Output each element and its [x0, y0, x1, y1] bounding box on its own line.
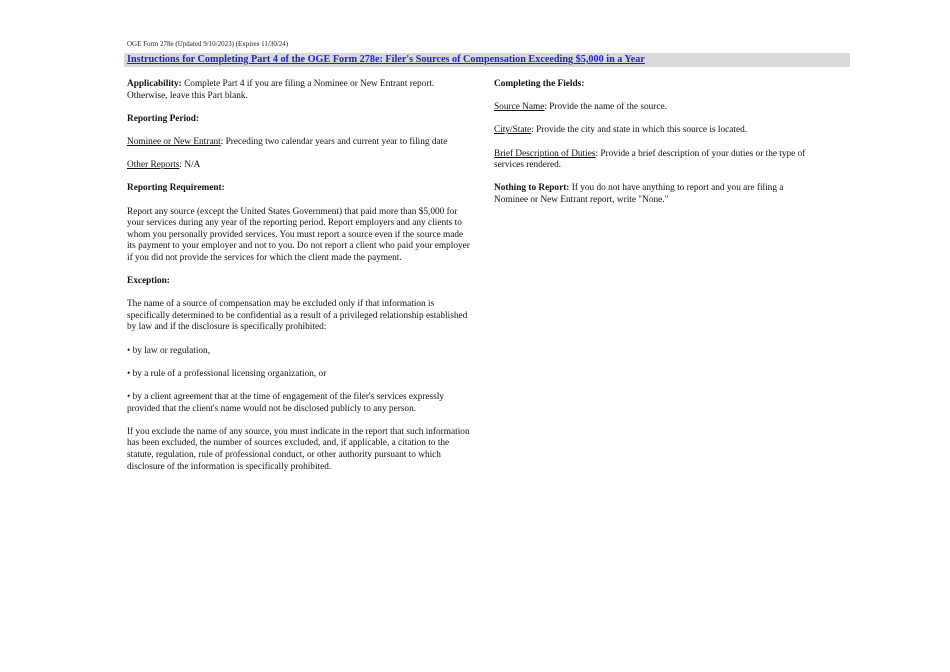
nothing-to-report-paragraph [494, 183, 814, 206]
field-text: : Provide the name of the source. [544, 102, 667, 113]
field-brief-description [494, 149, 814, 172]
completing-fields-heading: Completing the Fields: [494, 79, 585, 89]
other-reports-label: Other Reports [127, 160, 180, 171]
applicability-paragraph [127, 79, 472, 102]
field-label: City/State [494, 125, 532, 136]
applicability-label: Applicability: [127, 79, 182, 89]
title-bar [124, 53, 850, 67]
exception-bullet: • by a client agreement that at the time of engagement of the filer's services expressly provided that the client's name would not be disclosed publicly to any person. [127, 392, 445, 414]
nominee-label: Nominee or New Entrant [127, 136, 221, 147]
nominee-period-paragraph [127, 137, 472, 149]
other-reports-text: : N/A [179, 160, 201, 171]
field-text: : Provide a brief description of your duties or the type of services rendered. [494, 148, 806, 171]
field-text: : Provide the city and state in which this source is located. [531, 125, 748, 136]
form-version-label: OGE Form 278e (Updated 9/10/2023) (Expires 11/30/24) [127, 40, 289, 48]
reporting-requirement-heading: Reporting Requirement: [127, 183, 225, 194]
exception-intro: The name of a source of compensation may be excluded only if that information is specifically determined to be confidential as a result of a privileged relationship established by law and if the disclosure is specifically prohibited: [127, 299, 468, 333]
reporting-requirement-text: Report any source (except the United States Government) that paid more than $5,000 for your services during any year of the reporting period. Report employers and any clients to whom you personally provided services. You must report a source even if the source made its payment to your employer and not to you. Do not report a client who paid your employer if you did not provide the services for which the client made the payment. [127, 206, 470, 263]
reporting-period-heading: Reporting Period: [127, 113, 200, 124]
nothing-to-report-text: If you do not have anything to report and you are filing a Nominee or New Entrant report, write "None." [494, 183, 784, 205]
left-column [127, 79, 472, 485]
field-city-state [494, 125, 814, 137]
exception-closing: If you exclude the name of any source, you must indicate in the report that such information has been excluded, the number of sources excluded, and, if applicable, a citation to the statute, regulation, rule of professional conduct, or other authority pursuant to which disclosure of the information is specifically prohibited. [127, 426, 470, 472]
field-label: Source Name [494, 102, 545, 113]
nominee-text: : Preceding two calendar years and current year to filing date [220, 136, 448, 147]
applicability-text: Complete Part 4 if you are filing a Nominee or New Entrant report. Otherwise, leave this Part blank. [127, 79, 435, 101]
field-source-name [494, 102, 814, 114]
right-column [494, 79, 814, 218]
field-label: Brief Description of Duties [494, 148, 596, 159]
nothing-to-report-label: Nothing to Report: [494, 183, 570, 194]
instructions-title-link[interactable]: Instructions for Completing Part 4 of the OGE Form 278e: Filer's Sources of Compensation Exceeding $5,000 in a Year [127, 54, 645, 65]
exception-bullet: • by law or regulation, [127, 345, 211, 356]
exception-bullet: • by a rule of a professional licensing organization, or [127, 368, 327, 379]
exception-heading: Exception: [127, 276, 170, 287]
other-reports-paragraph [127, 160, 472, 172]
